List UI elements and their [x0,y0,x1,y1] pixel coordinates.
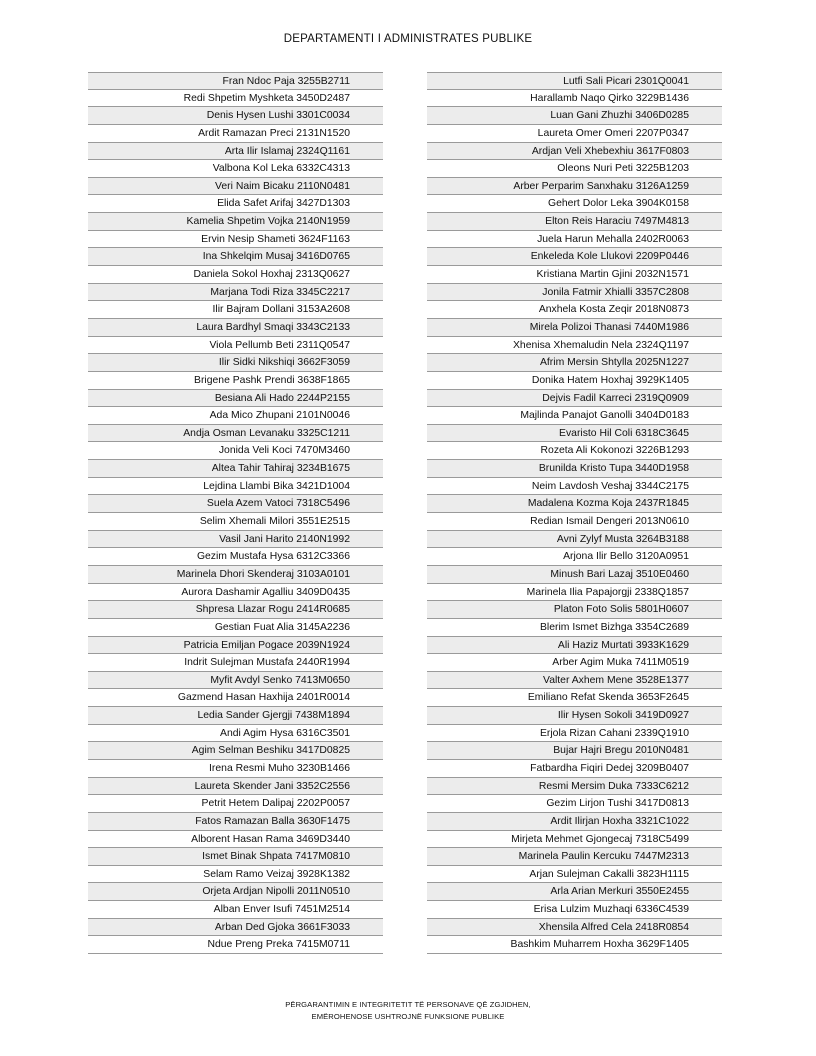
footer-line-1: PËRGARANTIMIN E INTEGRITETIT TË PERSONAVE QË ZGJIDHEN, [285,1000,531,1009]
list-item: Denis Hysen Lushi 3301C0034 [88,107,383,125]
list-item: Mirela Polizoi Thanasi 7440M1986 [427,319,722,337]
list-item: Fran Ndoc Paja 3255B2711 [88,72,383,90]
list-item: Rozeta Ali Kokonozi 3226B1293 [427,442,722,460]
list-item: Altea Tahir Tahiraj 3234B1675 [88,460,383,478]
list-item: Harallamb Naqo Qirko 3229B1436 [427,90,722,108]
list-item: Redian Ismail Dengeri 2013N0610 [427,513,722,531]
list-item: Andja Osman Levanaku 3325C1211 [88,425,383,443]
list-item: Elida Safet Arifaj 3427D1303 [88,195,383,213]
list-item: Luan Gani Zhuzhi 3406D0285 [427,107,722,125]
list-item: Ismet Binak Shpata 7417M0810 [88,848,383,866]
list-item: Besiana Ali Hado 2244P2155 [88,390,383,408]
list-item: Lutfi Sali Picari 2301Q0041 [427,72,722,90]
list-item: Ardit Ilirjan Hoxha 3321C1022 [427,813,722,831]
list-item: Laura Bardhyl Smaqi 3343C2133 [88,319,383,337]
list-item: Redi Shpetim Myshketa 3450D2487 [88,90,383,108]
list-item: Alborent Hasan Rama 3469D3440 [88,831,383,849]
list-item: Agim Selman Beshiku 3417D0825 [88,742,383,760]
list-item: Gezim Lirjon Tushi 3417D0813 [427,795,722,813]
list-item: Andi Agim Hysa 6316C3501 [88,725,383,743]
list-item: Kristiana Martin Gjini 2032N1571 [427,266,722,284]
list-item: Erisa Lulzim Muzhaqi 6336C4539 [427,901,722,919]
list-item: Avni Zylyf Musta 3264B3188 [427,531,722,549]
list-item: Gezim Mustafa Hysa 6312C3366 [88,548,383,566]
list-item: Laureta Omer Omeri 2207P0347 [427,125,722,143]
list-item: Marinela Paulin Kercuku 7447M2313 [427,848,722,866]
list-item: Arjona Ilir Bello 3120A0951 [427,548,722,566]
list-item: Kamelia Shpetim Vojka 2140N1959 [88,213,383,231]
list-item: Irena Resmi Muho 3230B1466 [88,760,383,778]
list-item: Ervin Nesip Shameti 3624F1163 [88,231,383,249]
left-name-column [88,72,383,954]
list-item: Blerim Ismet Bizhga 3354C2689 [427,619,722,637]
list-item: Madalena Kozma Koja 2437R1845 [427,495,722,513]
list-item: Arban Ded Gjoka 3661F3033 [88,919,383,937]
list-item: Jonida Veli Koci 7470M3460 [88,442,383,460]
list-item: Suela Azem Vatoci 7318C5496 [88,495,383,513]
list-item: Ardit Ramazan Preci 2131N1520 [88,125,383,143]
list-item: Brigene Pashk Prendi 3638F1865 [88,372,383,390]
list-item: Minush Bari Lazaj 3510E0460 [427,566,722,584]
list-item: Fatbardha Fiqiri Dedej 3209B0407 [427,760,722,778]
list-item: Xhenisa Xhemaludin Nela 2324Q1197 [427,337,722,355]
list-item: Selam Ramo Veizaj 3928K1382 [88,866,383,884]
list-item: Ali Haziz Murtati 3933K1629 [427,637,722,655]
list-item: Resmi Mersim Duka 7333C6212 [427,778,722,796]
list-item: Ndue Preng Preka 7415M0711 [88,936,383,954]
list-item: Ilir Sidki Nikshiqi 3662F3059 [88,354,383,372]
list-item: Marjana Todi Riza 3345C2217 [88,284,383,302]
list-item: Patricia Emiljan Pogace 2039N1924 [88,637,383,655]
list-item: Mirjeta Mehmet Gjongecaj 7318C5499 [427,831,722,849]
list-item: Gazmend Hasan Haxhija 2401R0014 [88,689,383,707]
list-item: Juela Harun Mehalla 2402R0063 [427,231,722,249]
list-item: Emiliano Refat Skenda 3653F2645 [427,689,722,707]
list-item: Brunilda Kristo Tupa 3440D1958 [427,460,722,478]
list-item: Viola Pellumb Beti 2311Q0547 [88,337,383,355]
list-item: Vasil Jani Harito 2140N1992 [88,531,383,549]
page-title: DEPARTAMENTI I ADMINISTRATES PUBLIKE [283,33,533,45]
list-item: Daniela Sokol Hoxhaj 2313Q0627 [88,266,383,284]
list-item: Jonila Fatmir Xhialli 3357C2808 [427,284,722,302]
list-item: Elton Reis Haraciu 7497M4813 [427,213,722,231]
list-item: Afrim Mersin Shtylla 2025N1227 [427,354,722,372]
list-item: Marinela Dhori Skenderaj 3103A0101 [88,566,383,584]
list-item: Valter Axhem Mene 3528E1377 [427,672,722,690]
list-item: Oleons Nuri Peti 3225B1203 [427,160,722,178]
list-item: Fatos Ramazan Balla 3630F1475 [88,813,383,831]
list-item: Donika Hatem Hoxhaj 3929K1405 [427,372,722,390]
list-item: Neim Lavdosh Veshaj 3344C2175 [427,478,722,496]
list-item: Gehert Dolor Leka 3904K0158 [427,195,722,213]
list-item: Selim Xhemali Milori 3551E2515 [88,513,383,531]
list-item: Ardjan Veli Xhebexhiu 3617F0803 [427,143,722,161]
list-item: Bujar Hajri Bregu 2010N0481 [427,742,722,760]
footer-line-2: EMËROHENOSE USHTROJNË FUNKSIONE PUBLIKE [311,1012,505,1021]
list-item: Valbona Kol Leka 6332C4313 [88,160,383,178]
list-item: Arla Arian Merkuri 3550E2455 [427,883,722,901]
list-item: Arjan Sulejman Cakalli 3823H1115 [427,866,722,884]
list-item: Veri Naim Bicaku 2110N0481 [88,178,383,196]
list-item: Bashkim Muharrem Hoxha 3629F1405 [427,936,722,954]
page-footer [0,999,816,1023]
list-item: Laureta Skender Jani 3352C2556 [88,778,383,796]
list-item: Shpresa Llazar Rogu 2414R0685 [88,601,383,619]
list-item: Arber Perparim Sanxhaku 3126A1259 [427,178,722,196]
list-item: Arta Ilir Islamaj 2324Q1161 [88,143,383,161]
list-item: Aurora Dashamir Agalliu 3409D0435 [88,584,383,602]
list-item: Anxhela Kosta Zeqir 2018N0873 [427,301,722,319]
list-item: Dejvis Fadil Karreci 2319Q0909 [427,390,722,408]
list-item: Arber Agim Muka 7411M0519 [427,654,722,672]
right-name-column [427,72,722,954]
list-item: Ina Shkelqim Musaj 3416D0765 [88,248,383,266]
list-item: Orjeta Ardjan Nipolli 2011N0510 [88,883,383,901]
list-item: Ada Mico Zhupani 2101N0046 [88,407,383,425]
list-item: Lejdina Llambi Bika 3421D1004 [88,478,383,496]
list-item: Petrit Hetem Dalipaj 2202P0057 [88,795,383,813]
list-item: Gestian Fuat Alia 3145A2236 [88,619,383,637]
list-item: Majlinda Panajot Ganolli 3404D0183 [427,407,722,425]
list-item: Indrit Sulejman Mustafa 2440R1994 [88,654,383,672]
list-item: Ilir Bajram Dollani 3153A2608 [88,301,383,319]
list-item: Xhensila Alfred Cela 2418R0854 [427,919,722,937]
list-item: Evaristo Hil Coli 6318C3645 [427,425,722,443]
list-item: Platon Foto Solis 5801H0607 [427,601,722,619]
list-item: Alban Enver Isufi 7451M2514 [88,901,383,919]
list-item: Enkeleda Kole Llukovi 2209P0446 [427,248,722,266]
list-item: Marinela Ilia Papajorgji 2338Q1857 [427,584,722,602]
list-item: Erjola Rizan Cahani 2339Q1910 [427,725,722,743]
list-item: Ilir Hysen Sokoli 3419D0927 [427,707,722,725]
list-item: Myfit Avdyl Senko 7413M0650 [88,672,383,690]
list-item: Ledia Sander Gjergji 7438M1894 [88,707,383,725]
